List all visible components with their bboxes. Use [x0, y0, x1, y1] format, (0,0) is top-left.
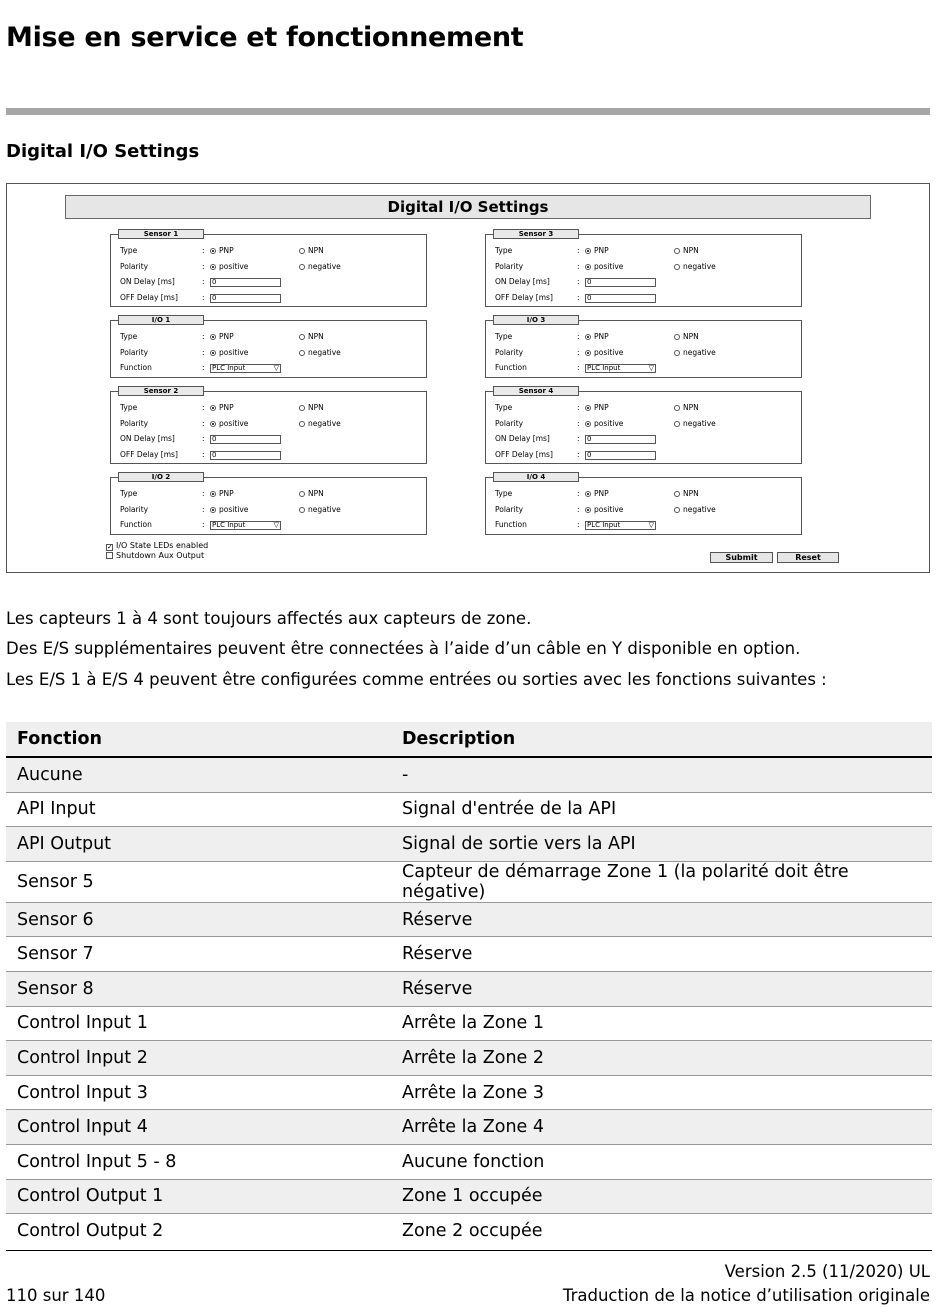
radio-selected-icon[interactable]: [585, 248, 591, 254]
table-cell-description: -: [391, 757, 932, 792]
page-title: Mise en service et fonctionnement: [6, 22, 524, 53]
table-header-row: [6, 722, 932, 757]
radio-empty-icon[interactable]: [674, 350, 680, 356]
select-value: PLC Input: [212, 364, 246, 372]
separator: :: [202, 277, 205, 286]
radio-option[interactable]: [674, 347, 716, 359]
table-cell-description: Arrête la Zone 3: [391, 1075, 932, 1110]
radio-label: negative: [308, 347, 341, 357]
radio-label: PNP: [219, 332, 234, 341]
footer-rule: [6, 1250, 932, 1251]
separator: :: [202, 292, 205, 302]
separator: :: [577, 363, 580, 372]
setting-row: [486, 245, 801, 257]
checkbox-shutdown-aux[interactable]: [106, 551, 204, 561]
group-legend: Sensor 3: [493, 229, 579, 239]
radio-label: PNP: [594, 403, 609, 412]
table-cell-function: Sensor 8: [6, 971, 391, 1006]
group-io-4: [485, 473, 802, 535]
footer-version: Version 2.5 (11/2020) UL: [724, 1262, 930, 1281]
radio-label: NPN: [308, 489, 324, 498]
table-row: [6, 1144, 932, 1179]
table-row: [6, 1006, 932, 1041]
radio-option[interactable]: [210, 347, 248, 359]
radio-label: positive: [594, 504, 624, 514]
table-row: [6, 1214, 932, 1248]
delay-input[interactable]: 0: [585, 435, 656, 444]
radio-empty-icon[interactable]: [674, 421, 680, 427]
separator: :: [577, 403, 580, 412]
setting-row: [486, 331, 801, 343]
radio-selected-icon[interactable]: [210, 491, 216, 497]
radio-label: positive: [219, 504, 249, 514]
radio-label: positive: [219, 418, 249, 428]
delay-input[interactable]: 0: [210, 451, 281, 460]
separator: :: [202, 449, 205, 459]
table-cell-function: Sensor 5: [6, 861, 391, 902]
table-cell-description: Arrête la Zone 1: [391, 1006, 932, 1041]
setting-row: [486, 418, 801, 430]
table-cell-function: Control Input 5 - 8: [6, 1144, 391, 1179]
table-cell-function: Sensor 7: [6, 937, 391, 972]
setting-label: Polarity: [495, 418, 524, 428]
separator: :: [577, 246, 580, 255]
setting-label: Function: [495, 363, 527, 372]
setting-label: Polarity: [495, 261, 524, 271]
group-legend: Sensor 1: [118, 229, 204, 239]
radio-label: NPN: [683, 246, 699, 255]
radio-label: positive: [219, 347, 249, 357]
separator: :: [202, 520, 205, 529]
radio-label: positive: [219, 261, 249, 271]
section-title: Digital I/O Settings: [6, 141, 200, 162]
group-legend: Sensor 4: [493, 386, 579, 396]
radio-option[interactable]: [299, 402, 324, 414]
screenshot-header: Digital I/O Settings: [65, 195, 871, 219]
table-cell-function: Control Input 4: [6, 1110, 391, 1145]
separator: :: [577, 449, 580, 459]
table-row: [6, 861, 932, 902]
chevron-down-icon: ▽: [648, 521, 654, 529]
radio-label: negative: [308, 418, 341, 428]
table-row: [6, 792, 932, 827]
setting-label: Type: [120, 403, 138, 412]
table-row: [6, 1041, 932, 1076]
radio-selected-icon[interactable]: [210, 405, 216, 411]
delay-input[interactable]: 0: [210, 278, 281, 287]
group-legend: I/O 3: [493, 315, 579, 325]
radio-option[interactable]: [210, 488, 234, 500]
setting-row: [486, 433, 801, 445]
delay-input[interactable]: 0: [585, 278, 656, 287]
setting-row: [111, 504, 426, 516]
group-sensor-4: [485, 387, 802, 464]
setting-row: [486, 504, 801, 516]
separator: :: [577, 489, 580, 498]
radio-option[interactable]: [210, 331, 234, 343]
radio-label: PNP: [594, 489, 609, 498]
radio-empty-icon[interactable]: [299, 264, 305, 270]
radio-label: negative: [683, 418, 716, 428]
setting-row: [486, 362, 801, 374]
radio-option[interactable]: [299, 418, 341, 430]
table-cell-description: Réserve: [391, 937, 932, 972]
radio-option[interactable]: [674, 245, 699, 257]
setting-label: Type: [495, 246, 513, 255]
separator: :: [202, 403, 205, 412]
radio-empty-icon[interactable]: [674, 264, 680, 270]
radio-selected-icon[interactable]: [585, 491, 591, 497]
separator: :: [202, 261, 205, 271]
checkbox-label: I/O State LEDs enabled: [116, 541, 209, 550]
table-row: [6, 902, 932, 937]
setting-row: [111, 488, 426, 500]
group-legend: I/O 2: [118, 472, 204, 482]
radio-empty-icon[interactable]: [674, 507, 680, 513]
radio-option[interactable]: [585, 245, 609, 257]
radio-option[interactable]: [674, 418, 716, 430]
radio-label: NPN: [683, 403, 699, 412]
table-cell-function: Control Input 2: [6, 1041, 391, 1076]
separator: :: [577, 418, 580, 428]
radio-option[interactable]: [585, 488, 609, 500]
radio-label: PNP: [219, 246, 234, 255]
setting-row: [486, 292, 801, 304]
table-cell-function: Sensor 6: [6, 902, 391, 937]
setting-label: Type: [495, 489, 513, 498]
separator: :: [577, 347, 580, 357]
column-header: Description: [391, 722, 932, 757]
group-sensor-1: [110, 230, 427, 307]
table-cell-description: Zone 2 occupée: [402, 1220, 543, 1241]
setting-label: Type: [495, 332, 513, 341]
group-sensor-2: [110, 387, 427, 464]
table-cell-function: Control Input 3: [6, 1075, 391, 1110]
radio-empty-icon[interactable]: [299, 507, 305, 513]
radio-option[interactable]: [674, 488, 699, 500]
setting-row: [111, 292, 426, 304]
radio-empty-icon[interactable]: [674, 405, 680, 411]
separator: :: [202, 418, 205, 428]
group-legend: I/O 4: [493, 472, 579, 482]
setting-row: [486, 488, 801, 500]
radio-option[interactable]: [585, 418, 623, 430]
group-legend: I/O 1: [118, 315, 204, 325]
radio-empty-icon[interactable]: [299, 421, 305, 427]
separator: :: [202, 347, 205, 357]
delay-input[interactable]: 0: [210, 294, 281, 303]
radio-option[interactable]: [674, 504, 716, 516]
radio-label: NPN: [683, 332, 699, 341]
table-cell-description: Arrête la Zone 2: [391, 1041, 932, 1076]
table-cell-description: Signal de sortie vers la API: [391, 827, 932, 862]
separator: :: [577, 520, 580, 529]
setting-row: [111, 362, 426, 374]
setting-label: Polarity: [120, 504, 149, 514]
setting-row: [486, 402, 801, 414]
chevron-down-icon: ▽: [273, 521, 279, 529]
table-row: [6, 1110, 932, 1145]
radio-option[interactable]: [674, 402, 699, 414]
radio-label: NPN: [308, 332, 324, 341]
setting-label: ON Delay [ms]: [495, 277, 550, 286]
radio-selected-icon[interactable]: [585, 350, 591, 356]
setting-row: [111, 276, 426, 288]
table-cell-function: API Output: [6, 827, 391, 862]
setting-label: OFF Delay [ms]: [495, 449, 553, 459]
radio-label: negative: [683, 504, 716, 514]
select-value: PLC Input: [587, 521, 621, 529]
table-cell-function: Control Input 1: [6, 1006, 391, 1041]
radio-empty-icon[interactable]: [299, 491, 305, 497]
setting-row: [111, 331, 426, 343]
checkbox-io-state-leds[interactable]: [106, 541, 208, 551]
page-number: 110 sur 140: [6, 1286, 106, 1305]
separator: :: [577, 261, 580, 271]
submit-button[interactable]: Submit: [710, 552, 773, 563]
table-cell-description: Aucune fonction: [391, 1144, 932, 1179]
radio-empty-icon[interactable]: [299, 405, 305, 411]
radio-option[interactable]: [585, 347, 623, 359]
function-table: [6, 722, 932, 1248]
setting-label: Type: [120, 246, 138, 255]
radio-label: PNP: [219, 489, 234, 498]
setting-label: Polarity: [120, 418, 149, 428]
setting-row: [486, 449, 801, 461]
group-legend: Sensor 2: [118, 386, 204, 396]
chevron-down-icon: ▽: [648, 364, 654, 372]
select-value: PLC Input: [212, 521, 246, 529]
radio-selected-icon[interactable]: [210, 507, 216, 513]
setting-row: [486, 347, 801, 359]
paragraph: Des E/S supplémentaires peuvent être connectées à l’aide d’un câble en Y disponible en option.: [6, 639, 801, 658]
table-row: [6, 971, 932, 1006]
setting-row: [111, 449, 426, 461]
separator: :: [202, 434, 205, 443]
paragraph: Les E/S 1 à E/S 4 peuvent être configurées comme entrées ou sorties avec les fonctions suivantes :: [6, 670, 827, 689]
group-io-3: [485, 316, 802, 378]
radio-option[interactable]: [585, 402, 609, 414]
setting-row: [486, 261, 801, 273]
group-io-1: [110, 316, 427, 378]
separator: :: [202, 489, 205, 498]
radio-label: NPN: [683, 489, 699, 498]
separator: :: [577, 504, 580, 514]
setting-label: OFF Delay [ms]: [495, 292, 553, 302]
separator: :: [202, 504, 205, 514]
checkbox-box[interactable]: ✓: [107, 543, 113, 551]
function-select[interactable]: [585, 364, 656, 373]
setting-label: ON Delay [ms]: [120, 434, 175, 443]
radio-selected-icon[interactable]: [585, 507, 591, 513]
table-cell-function: Control Output 1: [6, 1179, 391, 1214]
radio-selected-icon[interactable]: [210, 334, 216, 340]
setting-label: Type: [120, 489, 138, 498]
radio-selected-icon[interactable]: [585, 334, 591, 340]
radio-label: negative: [683, 261, 716, 271]
radio-option[interactable]: [210, 504, 248, 516]
radio-option[interactable]: [210, 418, 248, 430]
radio-option[interactable]: [585, 331, 609, 343]
radio-empty-icon[interactable]: [299, 248, 305, 254]
table-cell-description: Capteur de démarrage Zone 1 (la polarité doit être négative): [391, 861, 932, 902]
radio-selected-icon[interactable]: [210, 264, 216, 270]
setting-label: OFF Delay [ms]: [120, 449, 178, 459]
radio-option[interactable]: [210, 261, 248, 273]
radio-empty-icon[interactable]: [299, 334, 305, 340]
setting-label: Polarity: [495, 504, 524, 514]
table-row: [6, 827, 932, 862]
separator: :: [577, 277, 580, 286]
radio-option[interactable]: [299, 245, 324, 257]
radio-option[interactable]: [210, 245, 234, 257]
separator: :: [577, 332, 580, 341]
radio-label: positive: [594, 418, 624, 428]
radio-option[interactable]: [299, 261, 341, 273]
radio-selected-icon[interactable]: [585, 264, 591, 270]
title-rule: [6, 108, 930, 115]
setting-label: Polarity: [120, 261, 149, 271]
table-cell-function: API Input: [6, 792, 391, 827]
radio-label: PNP: [219, 403, 234, 412]
setting-label: Function: [120, 363, 152, 372]
separator: :: [202, 363, 205, 372]
checkbox-label: Shutdown Aux Output: [116, 551, 205, 560]
table-cell-description: Réserve: [391, 902, 932, 937]
radio-empty-icon[interactable]: [674, 334, 680, 340]
separator: :: [577, 434, 580, 443]
radio-option[interactable]: [299, 488, 324, 500]
delay-input[interactable]: 0: [210, 435, 281, 444]
column-header: Fonction: [6, 722, 391, 757]
table-row: [6, 1075, 932, 1110]
table-cell-description: Réserve: [391, 971, 932, 1006]
function-select[interactable]: [210, 521, 281, 530]
radio-label: positive: [594, 347, 624, 357]
setting-row: [486, 276, 801, 288]
setting-label: ON Delay [ms]: [120, 277, 175, 286]
setting-row: [111, 245, 426, 257]
setting-label: Function: [120, 520, 152, 529]
delay-input[interactable]: 0: [585, 451, 656, 460]
table-row: [6, 1179, 932, 1214]
radio-selected-icon[interactable]: [585, 421, 591, 427]
setting-label: Type: [495, 403, 513, 412]
radio-empty-icon[interactable]: [299, 350, 305, 356]
checkbox-box[interactable]: [106, 552, 113, 559]
radio-option[interactable]: [299, 347, 341, 359]
table-cell-description: Signal d'entrée de la API: [391, 792, 932, 827]
radio-option[interactable]: [674, 261, 716, 273]
radio-selected-icon[interactable]: [585, 405, 591, 411]
setting-row: [111, 433, 426, 445]
paragraph: Les capteurs 1 à 4 sont toujours affectés aux capteurs de zone.: [6, 609, 532, 628]
setting-label: Polarity: [120, 347, 149, 357]
radio-selected-icon[interactable]: [210, 350, 216, 356]
group-sensor-3: [485, 230, 802, 307]
setting-label: ON Delay [ms]: [495, 434, 550, 443]
table-row: [6, 757, 932, 792]
setting-row: [111, 519, 426, 531]
separator: :: [202, 246, 205, 255]
radio-option[interactable]: [674, 331, 699, 343]
setting-row: [111, 261, 426, 273]
radio-label: positive: [594, 261, 624, 271]
table-cell-description: Zone 1 occupée: [391, 1179, 932, 1214]
radio-empty-icon[interactable]: [674, 491, 680, 497]
setting-row: [111, 402, 426, 414]
radio-selected-icon[interactable]: [210, 421, 216, 427]
setting-row: [111, 418, 426, 430]
delay-input[interactable]: 0: [585, 294, 656, 303]
separator: :: [202, 332, 205, 341]
setting-label: OFF Delay [ms]: [120, 292, 178, 302]
reset-button[interactable]: Reset: [777, 552, 839, 563]
radio-option[interactable]: [585, 504, 623, 516]
radio-option[interactable]: [585, 261, 623, 273]
radio-selected-icon[interactable]: [210, 248, 216, 254]
radio-option[interactable]: [299, 504, 341, 516]
radio-option[interactable]: [210, 402, 234, 414]
setting-row: [111, 347, 426, 359]
radio-label: PNP: [594, 332, 609, 341]
radio-option[interactable]: [299, 331, 324, 343]
table-cell-function: Control Output 2: [17, 1220, 164, 1241]
select-value: PLC Input: [587, 364, 621, 372]
setting-label: Polarity: [495, 347, 524, 357]
separator: :: [577, 292, 580, 302]
table-cell-description: Arrête la Zone 4: [391, 1110, 932, 1145]
function-select[interactable]: [210, 364, 281, 373]
setting-label: Function: [495, 520, 527, 529]
radio-label: negative: [308, 504, 341, 514]
table-row: [6, 937, 932, 972]
radio-label: NPN: [308, 403, 324, 412]
radio-label: negative: [683, 347, 716, 357]
group-io-2: [110, 473, 427, 535]
chevron-down-icon: ▽: [273, 364, 279, 372]
table-cell-function: Aucune: [6, 757, 391, 792]
setting-row: [486, 519, 801, 531]
radio-label: NPN: [308, 246, 324, 255]
radio-empty-icon[interactable]: [674, 248, 680, 254]
setting-label: Type: [120, 332, 138, 341]
radio-label: negative: [308, 261, 341, 271]
function-select[interactable]: [585, 521, 656, 530]
radio-label: PNP: [594, 246, 609, 255]
footer-translation: Traduction de la notice d’utilisation originale: [562, 1286, 930, 1305]
